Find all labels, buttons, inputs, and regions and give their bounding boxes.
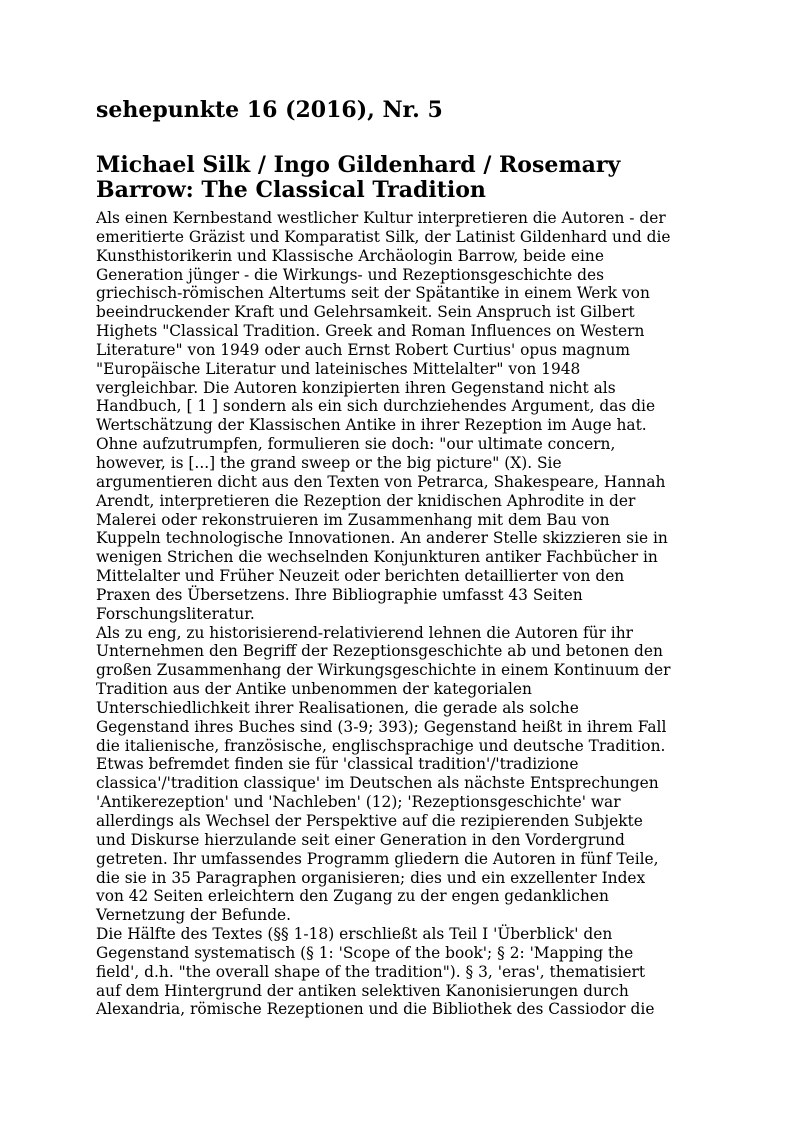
paragraph-line: Highets "Classical Tradition. Greek and Roman Influences on Western — [96, 322, 645, 341]
paragraph-line: von 42 Seiten erleichtern den Zugang zu der engen gedanklichen — [96, 887, 609, 906]
review-title-line: Barrow: The Classical Tradition — [96, 177, 486, 203]
paragraph-line: griechisch-römischen Altertums seit der Spätantike in einem Werk von — [96, 284, 650, 303]
journal-title: sehepunkte 16 (2016), Nr. 5 — [96, 97, 443, 123]
paragraph-line: Generation jünger - die Wirkungs- und Rezeptionsgeschichte des — [96, 265, 605, 284]
paragraph-line: "Europäische Literatur und lateinisches Mittelalter" von 1948 — [96, 359, 581, 378]
review-title — [96, 153, 716, 203]
paragraph-line: Vernetzung der Befunde. — [96, 906, 292, 925]
paragraph-line: auf dem Hintergrund der antiken selektiven Kanonisierungen durch — [96, 981, 629, 1000]
paragraph-line: Tradition aus der Antike unbenommen der kategorialen — [96, 680, 532, 699]
paragraph-line: Alexandria, römische Rezeptionen und die Bibliothek des Cassiodor die — [96, 1000, 655, 1019]
body-paragraph — [96, 925, 716, 1019]
paragraph-line: Kunsthistorikerin und Klassische Archäologin Barrow, beide eine — [96, 246, 604, 265]
paragraph-line: die sie in 35 Paragraphen organisieren; dies und ein exzellenter Index — [96, 868, 646, 887]
paragraph-line: Literature" von 1949 oder auch Ernst Robert Curtius' opus magnum — [96, 340, 630, 359]
paragraph-line: wenigen Strichen die wechselnden Konjunkturen antiker Fachbücher in — [96, 548, 658, 567]
paragraph-line: Forschungsliteratur. — [96, 604, 255, 623]
paragraph-line: Wertschätzung der Klassischen Antike in ihrer Rezeption im Auge hat. — [96, 416, 647, 435]
paragraph-line: Praxen des Übersetzens. Ihre Bibliographie umfasst 43 Seiten — [96, 585, 583, 604]
paragraph-line: Unternehmen den Begriff der Rezeptionsgeschichte ab und betonen den — [96, 642, 663, 661]
paragraph-line: Unterschiedlichkeit ihrer Realisationen, die gerade als solche — [96, 698, 579, 717]
paragraph-line: vergleichbar. Die Autoren konzipierten ihren Gegenstand nicht als — [96, 378, 616, 397]
paragraph-line: Malerei oder rekonstruieren im Zusammenhang mit dem Bau von — [96, 510, 610, 529]
paragraph-line: however, is [...] the grand sweep or the big picture" (X). Sie — [96, 453, 562, 472]
paragraph-line: allerdings als Wechsel der Perspektive auf die rezipierenden Subjekte — [96, 812, 643, 830]
paragraph-line: classica'/'tradition classique' im Deutschen als nächste Entsprechungen — [96, 774, 659, 793]
paragraph-line: die italienische, französische, englischsprachige und deutsche Tradition. — [96, 736, 666, 755]
paragraph-line: Die Hälfte des Textes (§§ 1-18) erschließt als Teil I 'Überblick' den — [96, 925, 613, 944]
review-body — [96, 209, 716, 1019]
paragraph-line: großen Zusammenhang der Wirkungsgeschichte in einem Kontinuum der — [96, 661, 671, 680]
body-paragraph — [96, 624, 716, 926]
paragraph-line: Ohne aufzutrumpfen, formulieren sie doch: "our ultimate concern, — [96, 435, 616, 454]
paragraph-line: Als einen Kernbestand westlicher Kultur interpretieren die Autoren - der — [96, 209, 666, 227]
paragraph-line: 'Antikerezeption' und 'Nachleben' (12); 'Rezeptionsgeschichte' war — [96, 793, 621, 812]
paragraph-line: Kuppeln technologische Innovationen. An anderer Stelle skizzieren sie in — [96, 529, 668, 548]
body-paragraph — [96, 209, 716, 624]
paragraph-line: Als zu eng, zu historisierend-relativierend lehnen die Autoren für ihr — [96, 623, 633, 642]
paragraph-line: Gegenstand ihres Buches sind (3-9; 393); Gegenstand heißt in ihrem Fall — [96, 717, 667, 736]
paragraph-line: Gegenstand systematisch (§ 1: 'Scope of the book'; § 2: 'Mapping the — [96, 943, 634, 962]
paragraph-line: field', d.h. "the overall shape of the tradition"). § 3, 'eras', thematisiert — [96, 962, 646, 981]
paragraph-line: getreten. Ihr umfassendes Programm gliedern die Autoren in fünf Teile, — [96, 849, 659, 868]
paragraph-line: beeindruckender Kraft und Gelehrsamkeit. Sein Anspruch ist Gilbert — [96, 303, 635, 322]
paragraph-line: Mittelalter und Früher Neuzeit oder berichten detaillierter von den — [96, 567, 625, 586]
review-title-line: Michael Silk / Ingo Gildenhard / Rosemary — [96, 152, 621, 178]
paragraph-line: und Diskurse hierzulande seit einer Generation in den Vordergrund — [96, 830, 625, 849]
paragraph-line: Etwas befremdet finden sie für 'classical tradition'/'tradizione — [96, 755, 579, 774]
paragraph-line: emeritierte Gräzist und Komparatist Silk, der Latinist Gildenhard und die — [96, 227, 671, 246]
paragraph-line: Arendt, interpretieren die Rezeption der knidischen Aphrodite in der — [96, 491, 636, 510]
paragraph-line: Handbuch, [ 1 ] sondern als ein sich durchziehendes Argument, das die — [96, 397, 656, 416]
paragraph-line: argumentieren dicht aus den Texten von Petrarca, Shakespeare, Hannah — [96, 472, 666, 491]
